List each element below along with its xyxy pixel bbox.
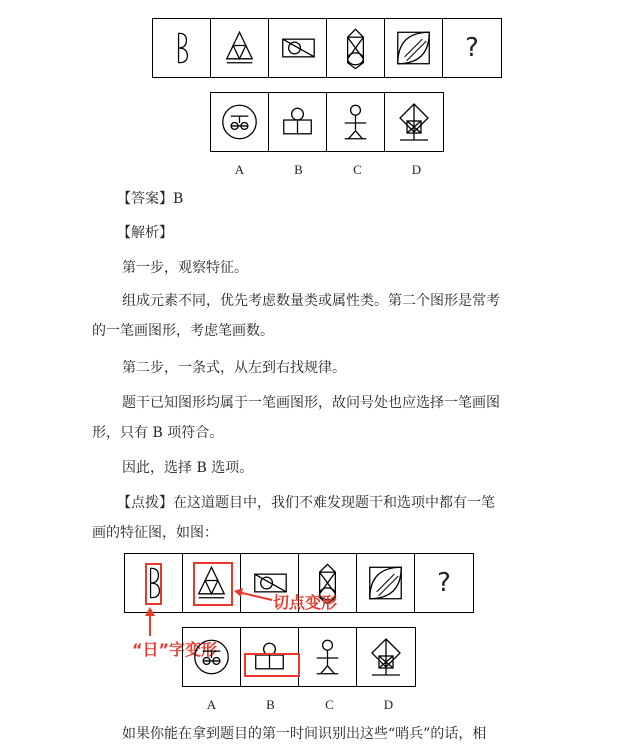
option-c-figure[interactable] — [327, 93, 385, 151]
ann-option-label-b: B — [266, 697, 275, 712]
ann-option-label-d: D — [383, 697, 394, 712]
paragraph-4-line1: 题干已知图形均属于一笔画图形，故问号处也应选择一笔画图 — [122, 395, 500, 411]
paragraph-conclusion: 因此，选择 B 选项。 — [122, 460, 254, 476]
highlight-ri-shape — [145, 563, 162, 605]
option-b-figure[interactable] — [269, 93, 327, 151]
paragraph-2-line1: 组成元素不同，优先考虑数量类或属性类。第二个图形是常考 — [122, 293, 500, 309]
ann-option-label-c: C — [325, 697, 334, 712]
analysis-title: 【解析】 — [117, 225, 173, 241]
options-row — [210, 92, 444, 152]
paragraph-4-line2: 形，只有 B 项符合。 — [92, 425, 224, 441]
figure-question — [443, 19, 501, 77]
paragraph-final: 如果你能在拿到题目的第一时间识别出这些“哨兵”的话，相 — [122, 726, 487, 742]
ann-figure-question — [415, 554, 473, 612]
paragraph-tip-line1: 【点拨】在这道题目中，我们不难发现题干和选项中都有一笔 — [117, 495, 495, 511]
answer-line: 【答案】B — [117, 191, 184, 207]
ann-option-d-figure — [357, 628, 415, 686]
figure-nested-triangle — [211, 19, 269, 77]
annotation-tangent: 切点变形 — [273, 593, 338, 612]
figure-leaf-square — [385, 19, 443, 77]
highlight-tangent-triangle — [193, 562, 233, 606]
figure-hexagon-column — [327, 19, 385, 77]
question-row — [152, 18, 502, 78]
option-label-b: B — [294, 162, 303, 177]
annotation-ri-shape: “日”字变形 — [132, 640, 218, 659]
option-label-d: D — [411, 162, 422, 177]
paragraph-2-line2: 的一笔画图形，考虑笔画数。 — [92, 323, 274, 339]
option-label-a: A — [234, 162, 245, 177]
ann-option-label-a: A — [206, 697, 217, 712]
ann-option-labels — [182, 697, 418, 713]
arrow-tangent-icon — [232, 586, 274, 606]
ann-question-mark: ? — [437, 568, 451, 598]
ann-option-a-figure — [183, 628, 241, 686]
ann-figure-leaf-square — [357, 554, 415, 612]
figure-b-shape — [153, 19, 211, 77]
option-d-figure[interactable] — [385, 93, 443, 151]
arrow-ri-icon — [140, 606, 160, 638]
paragraph-step2: 第二步，一条式，从左到右找规律。 — [122, 360, 346, 376]
figure-rect-circle — [269, 19, 327, 77]
option-labels — [210, 162, 446, 178]
question-mark: ? — [465, 33, 479, 63]
option-label-c: C — [353, 162, 362, 177]
paragraph-step1: 第一步，观察特征。 — [122, 260, 248, 276]
ann-option-c-figure — [299, 628, 357, 686]
option-a-figure[interactable] — [211, 93, 269, 151]
paragraph-tip-line2: 画的特征图，如图： — [92, 525, 218, 541]
highlight-ri-option-b — [244, 653, 300, 677]
